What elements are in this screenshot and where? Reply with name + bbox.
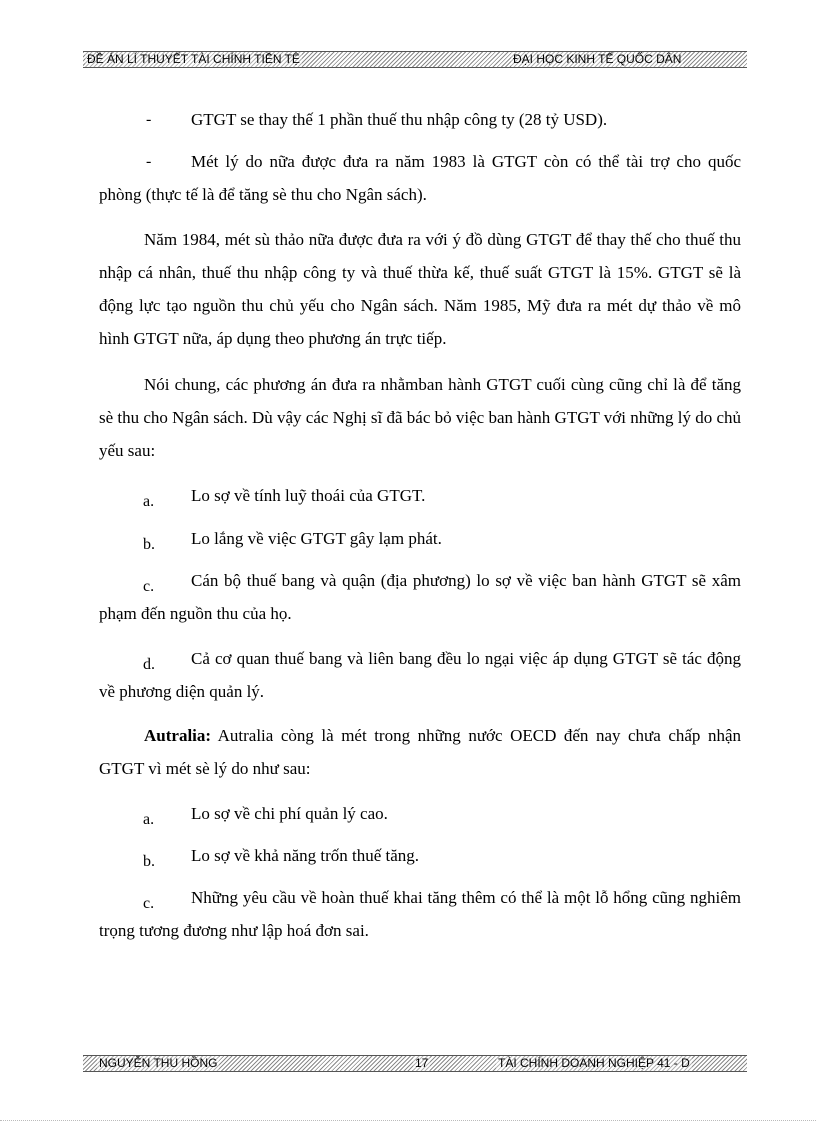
australia-lead: Autralia:: [144, 726, 212, 745]
list-item-text: Lo sợ về tính luỹ thoái của GTGT.: [191, 486, 426, 505]
list-item: [99, 642, 741, 708]
list-item: [99, 145, 741, 211]
header-right-text: ĐẠI HỌC KINH TẾ QUỐC DÂN: [513, 52, 682, 66]
list-item-text: Lo sợ về khả năng trốn thuế tăng.: [191, 846, 420, 865]
list-marker: c.: [143, 578, 155, 595]
list-item-text: GTGT se thay thế 1 phần thuế thu nhập công ty (28 tỷ USD).: [191, 110, 608, 129]
list-item-text: Cả cơ quan thuế bang và liên bang đều lo ngại việc áp dụng GTGT sẽ tác động về phương diện quản lý.: [99, 649, 741, 701]
list-marker: -: [146, 153, 152, 170]
footer-class: TÀI CHÍNH DOANH NGHIỆP 41 - D: [498, 1056, 690, 1070]
list-item: [99, 103, 741, 136]
list-item: [99, 522, 741, 555]
list-marker: b.: [143, 536, 155, 553]
list-item-text: Lo lắng về việc GTGT gây lạm phát.: [191, 529, 442, 548]
list-marker: b.: [143, 853, 155, 870]
australia-text: Autralia còng là mét trong những nước OECD đến nay chưa chấp nhận GTGT vì mét sè lý do như sau:: [99, 726, 741, 778]
list-marker: a.: [143, 493, 155, 510]
paragraph-australia: [99, 719, 741, 785]
list-marker: d.: [143, 656, 155, 673]
list-item: [99, 479, 741, 512]
list-item: [99, 881, 741, 947]
list-marker: a.: [143, 811, 155, 828]
paragraph: Năm 1984, mét sù thảo nữa được đưa ra với ý đồ dùng GTGT để thay thế cho thuế thu nhập cá nhân, thuế thu nhập công ty và thuế thừa kế, thuế suất GTGT là 15%. GTGT sẽ là động lực tạo nguồn thu chủ yếu cho Ngân sách. Năm 1985, Mỹ đưa ra mét dự thảo về mô hình GTGT nữa, áp dụng theo phương án trực tiếp.: [99, 230, 741, 348]
footer-author: NGUYỄN THU HỒNG: [99, 1056, 218, 1070]
list-item-text: Những yêu cầu về hoàn thuế khai tăng thêm có thể là một lỗ hổng cũng nghiêm trọng tương đương như lập hoá đơn sai.: [99, 888, 741, 940]
list-item: [99, 564, 741, 630]
page-header: [83, 51, 747, 68]
list-item-text: Lo sợ về chi phí quản lý cao.: [191, 804, 388, 823]
list-marker: c.: [143, 895, 155, 912]
list-item-text: Cán bộ thuế bang và quận (địa phương) lo sợ về việc ban hành GTGT sẽ xâm phạm đến nguồn thu của họ.: [99, 571, 741, 623]
page-edge-divider: [0, 1120, 816, 1121]
page-number: 17: [415, 1056, 429, 1070]
header-left-text: ĐỀ ÁN LÍ THUYẾT TÀI CHÍNH TIỀN TỆ: [87, 52, 300, 66]
list-item: [99, 839, 741, 872]
page-footer: [83, 1055, 747, 1072]
list-item: [99, 797, 741, 830]
paragraph: Nói chung, các phương án đưa ra nhằmban hành GTGT cuối cùng cũng chỉ là để tăng sè thu cho Ngân sách. Dù vậy các Nghị sĩ đã bác bỏ việc ban hành GTGT với những lý do chủ yếu sau:: [99, 375, 742, 460]
list-item-text: Mét lý do nữa được đưa ra năm 1983 là GTGT còn có thể tài trợ cho quốc phòng (thực tế là để tăng sè thu cho Ngân sách).: [99, 152, 741, 204]
list-marker: -: [146, 111, 152, 128]
